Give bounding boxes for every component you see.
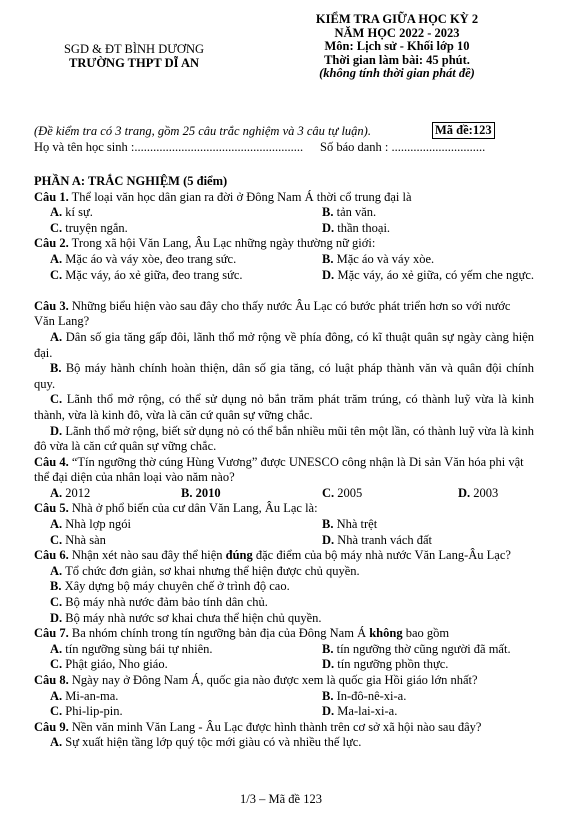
option-b: B. In-đô-nê-xi-a. <box>322 688 407 703</box>
options-row <box>34 704 534 720</box>
student-name-field: Họ và tên học sinh :...................................................... <box>34 140 304 154</box>
option-c: C. Nhà sàn <box>50 532 106 547</box>
question-8 <box>34 673 534 689</box>
option-c: C. Mặc váy, áo xẻ giữa, đeo trang sức. <box>50 267 243 282</box>
question-2 <box>34 236 534 252</box>
question-text: Nhà ở phổ biến của cư dân Văn Lang, Âu Lạc là: <box>68 501 318 516</box>
options-row <box>34 689 534 705</box>
option-c: C. Phi-lip-pin. <box>50 704 123 719</box>
options-row <box>34 486 534 502</box>
question-number: Câu 1. <box>34 189 69 204</box>
question-9 <box>34 720 534 736</box>
question-4 <box>34 455 534 486</box>
option-b: B. Xây dựng bộ máy chuyên chế ở trình độ cao. <box>50 579 290 594</box>
question-number: Câu 9. <box>34 719 69 734</box>
option-b: B. tín ngưỡng thờ cũng người đã mất. <box>322 641 511 656</box>
question-7: Câu 7. Ba nhóm chính trong tín ngưỡng bản địa của Đông Nam Á không bao gồm <box>34 626 450 641</box>
question-text: Trong xã hội Văn Lang, Âu Lạc những ngày thường nữ giới: <box>68 236 376 251</box>
option-d: D. Lãnh thổ mở rộng, biết sử dụng nỏ có thể bắn nhiều mũi tên một lần, có thành luỹ vừa là kinh đô vừa là căn cứ quân sự vững chắc. <box>34 423 535 454</box>
options-row <box>34 205 534 221</box>
option-d: D. Mặc váy, áo xẻ giữa, có yếm che ngực. <box>322 267 535 282</box>
exam-intro: (Đề kiểm tra có 3 trang, gồm 25 câu trắc nghiệm và 3 câu tự luận). <box>34 124 371 138</box>
exam-code: Mã đề:123 <box>432 122 495 139</box>
option-a: A. Mi-an-ma. <box>50 688 119 703</box>
student-id-field: Số báo danh : .............................. <box>320 140 486 154</box>
option-c: C. Lãnh thổ mở rộng, có thể sử dụng nỏ bắn trăm phát trăm trúng, có thành luỹ vừa là kinh thành, vừa là kinh đô, vừa là căn cứ quân sự vững chắc. <box>34 392 534 422</box>
option-a: A. Mặc áo và váy xòe, đeo trang sức. <box>50 251 237 266</box>
exam-title: KIỂM TRA GIỮA HỌC KỲ 2 <box>315 12 479 26</box>
option-c: C. Phật giáo, Nho giáo. <box>50 657 168 672</box>
option-a: A. tín ngưỡng sùng bái tự nhiên. <box>50 641 213 656</box>
question-text: Thể loại văn học dân gian ra đời ở Đông Nam Á thời cổ trung đại là <box>68 189 412 204</box>
option-d: D. 2003 <box>458 485 499 500</box>
options-row <box>34 533 534 549</box>
question-text: Nền văn minh Văn Lang - Âu Lạc được hình thành trên cơ sở xã hội nào sau đây? <box>68 719 482 734</box>
option-b: B. 2010 <box>181 485 221 500</box>
question-text: “Tín ngưỡng thờ cúng Hùng Vương” được UNESCO công nhận là Di sản Văn hóa phi vật thể đại diện của nhân loại vào năm nào? <box>34 454 524 485</box>
question-number: Câu 7. <box>34 626 69 641</box>
page-footer: 1/3 – Mã đề 123 <box>240 792 322 806</box>
option-b: B. Mặc áo và váy xòe. <box>322 251 435 266</box>
student-info <box>34 140 534 155</box>
option-b: B. Bộ máy hành chính hoàn thiện, dân số gia tăng, có luật pháp thành văn và quân đội chính quy. <box>34 361 534 391</box>
option-a: A. Sự xuất hiện tầng lớp quý tộc mới giàu có và nhiều thế lực. <box>50 735 362 750</box>
options-row <box>34 268 534 299</box>
school-year: NĂM HỌC 2022 - 2023 <box>334 25 460 40</box>
header-left <box>28 42 240 70</box>
option-d: D. Nhà tranh vách đất <box>322 532 433 547</box>
option-a: A. kí sự. <box>50 205 93 220</box>
question-number: Câu 6. <box>34 548 69 563</box>
option-b: B. tản văn. <box>322 205 377 220</box>
option-d: D. tín ngưỡng phồn thực. <box>322 657 449 672</box>
options-row <box>34 657 534 673</box>
question-number: Câu 3. <box>34 298 69 313</box>
duration: Thời gian làm bài: 45 phút. <box>324 52 470 67</box>
question-text: Những biểu hiện vào sau đây cho thấy nước Âu Lạc có bước phát triển hơn so với nước Văn Lang? <box>34 298 511 329</box>
question-5 <box>34 501 534 517</box>
options-row <box>34 252 534 268</box>
options-row <box>34 517 534 533</box>
duration-note: (không tính thời gian phát đề) <box>319 66 475 81</box>
option-a: A. 2012 <box>50 485 91 500</box>
option-c: C. 2005 <box>322 485 363 500</box>
option-c: C. truyện ngắn. <box>50 220 128 235</box>
option-b: B. Nhà trệt <box>322 517 378 532</box>
option-a: A. Dân số gia tăng gấp đôi, lãnh thổ mở rộng về phía đông, có kĩ thuật quân sự ngày càng hiện đại. <box>34 329 535 360</box>
subject: Môn: Lịch sử - Khối lớp 10 <box>324 39 470 54</box>
question-number: Câu 8. <box>34 673 69 687</box>
question-6: Câu 6. Nhận xét nào sau đây thể hiện đúng đặc điểm của bộ máy nhà nước Văn Lang-Âu Lạc? <box>34 548 511 563</box>
options-row <box>34 642 534 658</box>
option-c: C. Bộ máy nhà nước đảm bảo tính dân chủ. <box>50 595 268 610</box>
option-d: D. Bộ máy nhà nước sơ khai chưa thể hiện chủ quyền. <box>50 610 322 625</box>
question-number: Câu 4. <box>34 454 69 469</box>
option-a: A. Tổ chức đơn giản, sơ khai nhưng thể hiện được chủ quyền. <box>50 563 360 578</box>
question-3 <box>34 299 534 330</box>
options-row <box>34 221 534 237</box>
option-d: D. Ma-lai-xi-a. <box>322 704 398 719</box>
question-number: Câu 5. <box>34 501 69 516</box>
option-d: D. thần thoại. <box>322 220 391 235</box>
question-1 <box>34 190 534 206</box>
question-text: Ngày nay ở Đông Nam Á, quốc gia nào được xem là quốc gia Hồi giáo lớn nhất? <box>68 673 478 687</box>
school-name: TRƯỜNG THPT DĨ AN <box>69 56 199 70</box>
department: SGD & ĐT BÌNH DƯƠNG <box>63 42 205 56</box>
section-title: PHẦN A: TRẮC NGHIỆM (5 điểm) <box>34 174 228 188</box>
option-a: A. Nhà lợp ngói <box>50 517 131 532</box>
exam-content <box>34 174 534 751</box>
header-right <box>278 13 516 81</box>
question-number: Câu 2. <box>34 236 69 251</box>
